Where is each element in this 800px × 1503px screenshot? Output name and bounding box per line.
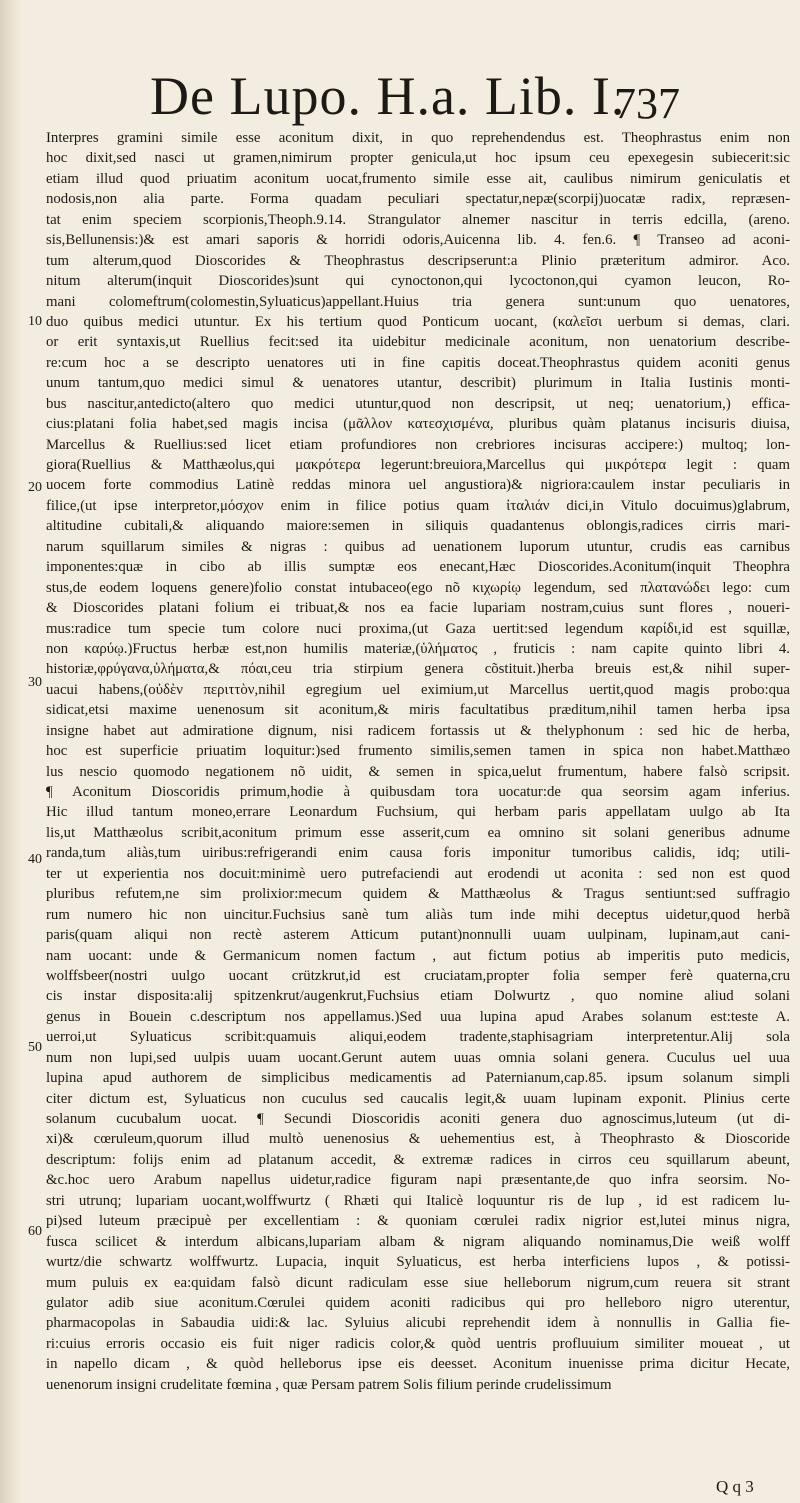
text-line: stri utrunq; lupariam uocant,wolffwurtz ( Rhæti qui Italicè loquuntur ris de lup , id est radicem lu- bbox=[46, 1192, 790, 1209]
signature-mark: Q q 3 bbox=[716, 1477, 754, 1496]
text-line: ¶ Aconitum Dioscoridis primum,hodie à quibusdam tora uocatur:de qua seorsim agam inferius. bbox=[46, 784, 790, 800]
text-line: historiæ,φρύγανα,ὑλήματα,& πόαι,ceu tria stirpium genera cõstituit.)herba breuis est,& nihil super- bbox=[46, 661, 790, 678]
body-text bbox=[46, 128, 790, 1395]
text-line: &c.hoc uero Arabum napellus uidetur,radice figuram napi præsentante,de quo infra seorsim. No- bbox=[46, 1172, 790, 1189]
text-line: lis,ut Matthæolus scribit,aconitum primum esse asserit,cum ea omnino sit solani generibus adnume bbox=[46, 824, 790, 841]
text-line: genus in Bouein c.descriptum nos appellamus.)Sed uua lupina apud Arabes solanum est:teste A. bbox=[46, 1008, 790, 1025]
text-line: narum squillarum similes & nigras : quibus ad uenationem luporum utuntur, crudis eas carnibus bbox=[46, 538, 790, 555]
text-line: cius:platani folia habet,sed magis incisa (μᾶλλον κατεσχισμένα, pluribus quàm platanus incisuris diuisa, bbox=[46, 416, 790, 433]
text-line: cis instar disposita:alij spitzenkrut/augenkrut,Fuchsius etiam Dolwurtz , quo nomine aliud solani bbox=[46, 988, 790, 1005]
line-number-marker: 40 bbox=[28, 852, 42, 867]
line-number-marker: 60 bbox=[28, 1224, 42, 1239]
text-line: hoc est superficie priuatim loquitur:)sed frumento similis,semen tamen in spica non habet.Matthæo bbox=[46, 743, 790, 760]
text-line: rum numero hic non uincitur.Fuchsius sanè tum aliàs tum inde mihi deceptus uidetur,quod herbã bbox=[46, 906, 790, 923]
text-line: bus nascitur,antedicto(altero quo medici utuntur,quod non descripsit, ut neq; uenatorium,) effica- bbox=[46, 395, 790, 412]
text-line: imponentes:quæ in cibo ab illis sumptæ eos enecant,Hæc Dioscorides.Aconitum(inquit Theophra bbox=[46, 559, 790, 576]
text-line: num non lupi,sed uulpis uuam uocant.Gerunt autem uuas omnia solani genera. Cuculus uel uua bbox=[46, 1049, 790, 1066]
text-line: non καρύῳ.)Fructus herbæ est,non humilis materiæ,(ὑλήματος , fruticis : nam capite quinto libri 4. bbox=[46, 640, 790, 657]
text-line: mum puluis ex ea:quidam falsò dicunt radiculam esse siue helleborum nigrum,cum reuera sit strant bbox=[46, 1274, 790, 1291]
text-line: solanum cucubalum uocat. ¶ Secundi Dioscoridis aconiti genera duo agnoscimus,luteum (ut di- bbox=[46, 1111, 790, 1127]
text-line: in napello dicam , & quòd helleborus ipse eis deesset. Aconitum inuenisse prima dicitur Hecate, bbox=[46, 1356, 790, 1373]
line-number-marker: 20 bbox=[28, 480, 42, 495]
text-line: fusca scilicet & interdum albicans,lupariam albam & nigram aliquando nominamus,Die weiß wolff bbox=[46, 1233, 790, 1250]
text-line: citer dictum est, Syluaticus non cuculus sed caucalis legit,& uuam lupinam exponit. Plinius certe bbox=[46, 1090, 790, 1107]
text-line: wurtz/die schwartz wolffwurtz. Lupacia, inquit Syluaticus, est herba interficiens lupos , & potissi- bbox=[46, 1254, 790, 1271]
text-line: stus,de eodem loquens genere)folio constat intubaceo(ego nõ κιχωρίῳ legendum, sed πλατανώδει lego: cum bbox=[46, 579, 790, 596]
text-line: pharmacopolas in Sabaudia uidi:& lac. Syluius alicubi reprehendit idem à nonnullis in Gallia fie- bbox=[46, 1315, 790, 1332]
line-number-marker: 50 bbox=[28, 1040, 42, 1055]
text-line: randa,tum aliàs,tum uiribus:refrigerandi enim causa foris imponitur tumoribus calidis, idq; utili- bbox=[46, 845, 790, 862]
line-number-marker: 30 bbox=[28, 675, 42, 690]
text-line: unum tantum,quo medici simul & uenatores utantur, describit) plurimum in Italia Iustinis monti- bbox=[46, 375, 790, 392]
text-line: descriptum: folijs enim ad platanum accedit, & extremæ radices in cirros ceu squillarum abeunt, bbox=[46, 1151, 790, 1168]
text-line: mus:radice tum specie tum colore nuci proxima,(ut Gaza uertit:sed legendum καρίδι,id est squillæ, bbox=[46, 620, 790, 637]
text-line: giora(Ruellius & Matthæolus,qui μακρότερα legerunt:breuiora,Marcellus qui μικρότερα legit : quam bbox=[46, 457, 790, 473]
running-title: De Lupo. H.a. Lib. I. bbox=[150, 66, 626, 126]
text-line: Interpres gramini simile esse aconitum dixit, in quo reprehendendus est. Theophrastus enim non bbox=[46, 130, 790, 146]
text-line: altitudine cubitali,& aliquando maiore:semen in siliquis quadantenus oblongis,radices cirris mari- bbox=[46, 518, 790, 535]
text-line: tum alterum,quod Dioscorides & Theophrastus descripserunt:a Plinio præteritum admiror. Aco. bbox=[46, 252, 790, 269]
text-line: Marcellus & Ruellius:sed licet etiam profundiores non crebriores incisuras accipere:) multoq; lon- bbox=[46, 436, 790, 453]
text-line: etiam illud quod priuatim aconitum uocat,frumento simile esse ait, caulibus nimirum geniculatis et bbox=[46, 170, 790, 187]
text-line: hoc dixit,sed nasci ut gramen,nimirum propter genicula,ut hoc ipsum ceu epexegesin subiecerit:sic bbox=[46, 150, 790, 167]
text-line: ter ut experientia nos docuit:minimè uero putrefaciendi aut erodendi ut aconita : sed non est quod bbox=[46, 865, 790, 882]
text-line: insigne habet aut admiratione dignum, nisi radicem fortassis ut & thelyphonum : sed hic de herba, bbox=[46, 722, 790, 739]
text-line: nodosis,non alia parte. Forma quadam peculiari spectatur,nepæ(scorpij)uocatæ radix, repræsen- bbox=[46, 191, 790, 208]
text-line: & Dioscorides platani folium ei tribuat,& nos ea facie lupariam nostram,cuius sunt flores , noueri- bbox=[46, 600, 790, 617]
text-line: uacui habens,(οὐδὲν περιττὸν,nihil egregium uel eximium,ut Marcellus uertit,quod magis probo:qua bbox=[46, 681, 790, 698]
text-line: pluribus refutem,ne sim prolixior:mecum quidem & Matthæolus & Tragus sentiunt:sed suffragio bbox=[46, 886, 790, 903]
text-line: pi)sed luteum præcipuè per excellentiam : & quoniam cœrulei radix nigrior est,lutei minus nigra, bbox=[46, 1213, 790, 1230]
text-line: sidicat,etsi maxime uenenosum sit aconitum,& miris facultatibus præditum,nihil tamen herba ipsa bbox=[46, 702, 790, 719]
text-line: gulator adib siue aconitum.Cœrulei quidem aconiti radicibus qui pro helleboro nigro uterentur, bbox=[46, 1294, 790, 1311]
text-line: nam uocant: unde & Germanicum nomen factum , aut fictum potius ab imperitis puto medicis, bbox=[46, 947, 790, 964]
text-line: uerroi,ut Syluaticus scribit:quamuis aliqui,eodem tradente,staphisagriam interpretentur.Alij sola bbox=[46, 1029, 790, 1046]
text-line: mani colomeftrum(colomestin,Syluaticus)appellant.Huius tria genera sunt:unum quo uenatores, bbox=[46, 293, 790, 310]
text-line: re:cum hoc a se descripto uenatores uti in fine capitis doceat.Theophrastus quidem aconiti genus bbox=[46, 354, 790, 371]
text-line: uocem forte commodius Latinè reddas minora uel angustiora)& nigriora:caulem instar peculiaris in bbox=[46, 477, 790, 494]
text-line: or erit syntaxis,ut Ruellius fecit:sed ita uidebitur medicinale aconitum, non uenatorium describe- bbox=[46, 334, 790, 351]
page-number: 737 bbox=[614, 79, 680, 128]
text-line: duo quibus medici utuntur. Ex his tertium quod Ponticum uocant, (καλεῖσι uerbum si demas, clari. bbox=[46, 313, 790, 330]
text-line: xi)& cœruleum,quorum illud multò uenenosius & uehementius est, à Theophrasto & Dioscoride bbox=[46, 1131, 790, 1148]
text-line: tat enim speciem scorpionis,Theoph.9.14. Strangulator alnemer nascitur in terris edcilla, (areno. bbox=[46, 211, 790, 228]
text-line: uenenorum insigni crudelitate fœmina , quæ Persam patrem Solis filium perinde crudelissimum bbox=[46, 1376, 612, 1393]
text-line: lus nescio quomodo negationem nõ uidit, & semen in spica,uelut frumentum, habere falsò scripsit. bbox=[46, 763, 790, 780]
text-line: sis,Bellunensis:)& est amari saporis & horridi odoris,Auicenna lib. 4. fen.6. ¶ Transeo ad aconi- bbox=[46, 232, 790, 249]
text-line: nitum alterum(inquit Dioscorides)sunt qui cynoctonon,qui lycoctonon,qui cyamon leucon, Ro- bbox=[46, 273, 790, 290]
running-header bbox=[150, 56, 800, 136]
text-line: lupina apud authorem de simplicibus medicamentis ad Paternianum,cap.85. ipsum solanum simpli bbox=[46, 1070, 790, 1087]
text-line: ri:cuius erroris occasio eis fuit niger radicis color,& quòd uentris profluuium similiter moueat , ut bbox=[46, 1335, 790, 1352]
text-line: paris(quam aliqui non rectè asterem Atticum putant)nonnulli uuam uulpinam, lupinam,aut cani- bbox=[46, 927, 790, 944]
text-line: filice,(ut ipse interpretor,μόσχον enim in filice potius quam ἰταλιάν dici,in Vitulo docuimus)glabrum, bbox=[46, 497, 790, 514]
text-line: wolffsbeer(nostri uulgo uocant crützkrut,id est cruciatam,propter folia semper ferè quaterna,cru bbox=[46, 967, 790, 984]
text-line: Hic illud tantum moneo,errare Leonardum Fuchsium, qui herbam paris appellatam uulgo ab Ita bbox=[46, 804, 790, 821]
page-gutter bbox=[0, 0, 22, 1503]
line-number-marker: 10 bbox=[28, 314, 42, 329]
